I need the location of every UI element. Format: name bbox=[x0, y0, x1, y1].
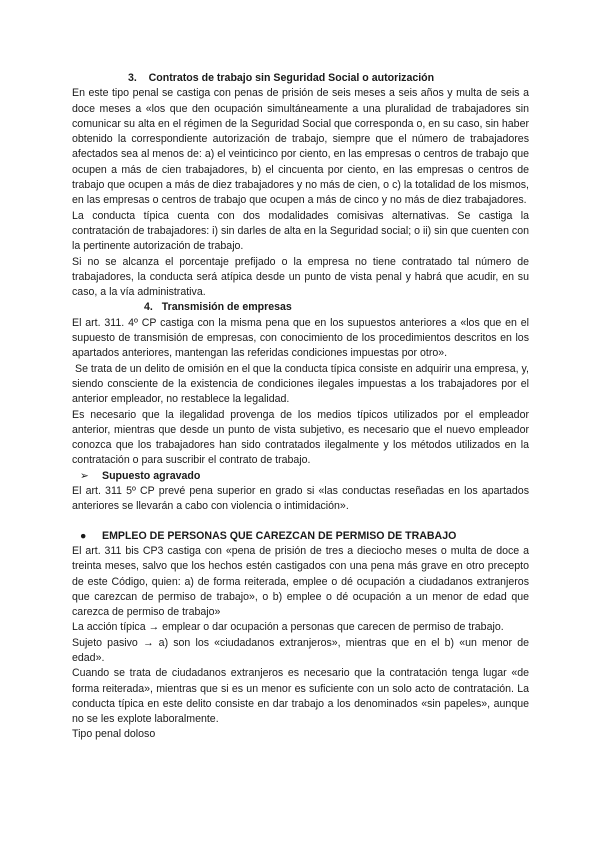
bullet-heading bbox=[72, 529, 529, 544]
section-number: 3. bbox=[128, 72, 137, 84]
paragraph: El art. 311 bis CP3 castiga con «pena de prisión de tres a dieciocho meses o multa de doce a treinta meses, salvo que los hechos estén castigados con una pena más grave en otro precepto de este Código, quien: a) de forma reiterada, emplee o dé ocupación a ciudadanos extranjeros que carezcan de permiso de trabajo», o b) emplee o dé ocupación a un menor de edad que carezca de permiso de trabajo» bbox=[72, 544, 529, 619]
section-number: 4. bbox=[144, 301, 153, 314]
paragraph: Se trata de un delito de omisión en el que la conducta típica consiste en adquirir una empresa, y, siendo consciente de la existencia de condiciones ilegales impuestas a los trabajadores por el anterior empleador, no restablece la legalidad. bbox=[72, 362, 529, 406]
subheading-title: Supuesto agravado bbox=[102, 469, 201, 482]
section-title: Transmisión de empresas bbox=[161, 301, 292, 314]
subheading bbox=[72, 469, 529, 484]
section-heading-4 bbox=[72, 300, 529, 315]
paragraph: Cuando se trata de ciudadanos extranjeros es necesario que la contratación tenga lugar «de forma reiterada», mientras que si es un menor es suficiente con un solo acto de contratación. La conducta típica en este delito consiste en dar trabajo a los denominados «sin papeles», aunque no se les explote laboralmente. bbox=[72, 667, 529, 726]
arrow-bullet-icon: ➢ bbox=[80, 469, 89, 482]
paragraph: Tipo penal doloso bbox=[72, 728, 156, 741]
paragraph: La conducta típica cuenta con dos modalidades comisivas alternativas. Se castiga la contratación de trabajadores: i) sin darles de alta en la Seguridad social; o ii) sin que cuenten con la pertinente autorización de trabajo. bbox=[72, 209, 529, 253]
paragraph: El art. 311 5º CP prevé pena superior en grado si «las conductas reseñadas en los apartados anteriores se llevarán a cabo con violencia o intimidación». bbox=[72, 485, 529, 513]
section-title: Contratos de trabajo sin Seguridad Social o autorización bbox=[148, 72, 435, 84]
paragraph: Si no se alcanza el porcentaje prefijado o la empresa no tiene contratado tal número de trabajadores, la conducta será atípica desde un punto de vista penal y habrá que acudir, en su caso, a la vía administrativa. bbox=[72, 255, 529, 299]
paragraph: Sujeto pasivo → a) son los «ciudadanos extranjeros», mientras que en el b) «un menor de edad». bbox=[72, 636, 529, 664]
section-heading-3 bbox=[72, 71, 529, 86]
paragraph: Es necesario que la ilegalidad provenga de los medios típicos utilizados por el empleador anterior, mientras que desde un punto de vista subjetivo, es necesario que el nuevo empleador conozca que los trabajadores han sido contratados ilegalmente y los métodos utilizados en la contratación o para suscribir el contrato de trabajo. bbox=[72, 408, 529, 467]
paragraph: La acción típica → emplear o dar ocupación a personas que carecen de permiso de trabajo. bbox=[72, 621, 504, 634]
document-page bbox=[72, 71, 529, 743]
paragraph: En este tipo penal se castiga con penas de prisión de seis meses a seis años y multa de seis a doce meses a «los que den ocupación simultáneamente a una pluralidad de trabajadores sin comunicar su alta en el régimen de la Seguridad Social que corresponda o, en su caso, sin haber obtenido la correspondiente autorización de trabajo, siempre que el número de trabajadores afectados sea al menos de: a) el veinticinco por ciento, en las empresas o centros de trabajo que ocupen a más de cien trabajadores, b) el cincuenta por ciento, en las empresas o centros de trabajo que ocupen a más de diez trabajadores y no más de cien, o c) la totalidad de los mismos, en las empresas o centros de trabajo que ocupen a más de cinco y no más de diez trabajadores. bbox=[72, 87, 529, 207]
bullet-dot-icon: ● bbox=[80, 529, 87, 542]
paragraph: El art. 311. 4º CP castiga con la misma pena que en los supuestos anteriores a «los que en el supuesto de transmisión de empresas, con conocimiento de los procedimientos descritos en los apartados anteriores, mantengan las referidas condiciones impuestas por otro». bbox=[72, 316, 529, 360]
bullet-heading-title: EMPLEO DE PERSONAS QUE CAREZCAN DE PERMISO DE TRABAJO bbox=[102, 529, 457, 542]
